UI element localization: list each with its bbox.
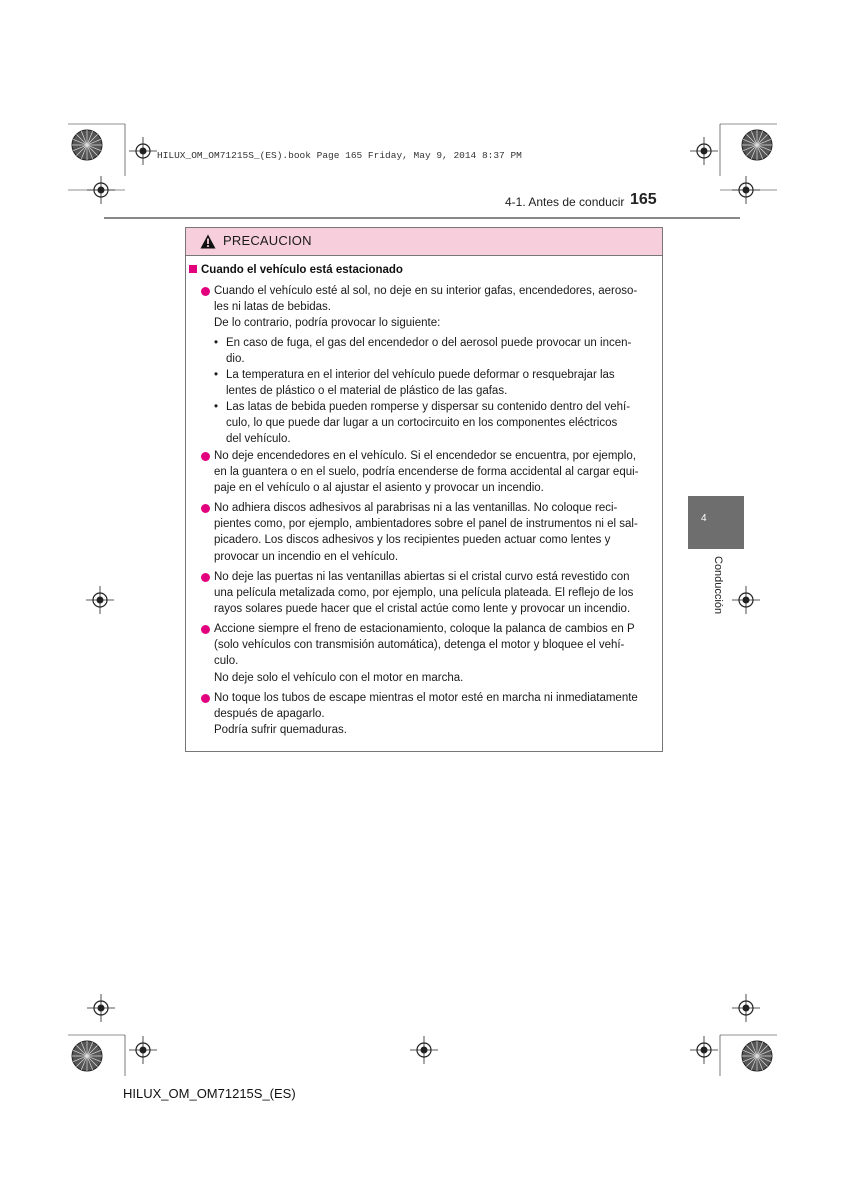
- line: dio.: [226, 353, 245, 366]
- chapter-number: 4: [701, 513, 707, 524]
- line: culo, lo que puede dar lugar a un cortocircuito en los componentes eléctricos: [226, 417, 618, 430]
- bullet-icon: [201, 694, 210, 703]
- warning-title: PRECAUCION: [223, 233, 312, 248]
- list-item: [214, 569, 657, 618]
- line: Accione siempre el freno de estacionamiento, coloque la palanca de cambios en P: [214, 623, 635, 635]
- line: del vehículo.: [226, 433, 291, 446]
- header-rule: [104, 217, 740, 219]
- line: No deje solo el vehículo con el motor en marcha.: [214, 671, 464, 684]
- line: En caso de fuga, el gas del encendedor o del aerosol puede provocar un incen-: [226, 337, 632, 349]
- list-item: [214, 283, 657, 332]
- warning-header: [186, 228, 662, 256]
- line: provocar un incendio en el vehículo.: [214, 550, 399, 563]
- line: Cuando el vehículo esté al sol, no deje en su interior gafas, encendedores, aeroso-: [214, 285, 638, 297]
- line: paje en el vehículo o al ajustar el asiento y provocar un incendio.: [214, 482, 544, 495]
- warning-subheading-text: Cuando el vehículo está estacionado: [201, 264, 403, 276]
- section-title: 4-1. Antes de conducir: [505, 195, 625, 209]
- footer-code: HILUX_OM_OM71215S_(ES): [123, 1086, 296, 1101]
- line: Podría sufrir quemaduras.: [214, 724, 347, 737]
- warning-triangle-icon: [200, 234, 216, 249]
- line: pientes como, por ejemplo, ambientadores sobre el panel de instrumentos ni el sal-: [214, 518, 638, 531]
- line: De lo contrario, podría provocar lo siguiente:: [214, 317, 441, 330]
- line: una película metalizada como, por ejemplo, una película plateada. El reflejo de los: [214, 587, 634, 600]
- line: rayos solares puede hacer que el cristal actúe como lente y provocar un incendio.: [214, 603, 631, 616]
- print-info: HILUX_OM_OM71215S_(ES).book Page 165 Friday, May 9, 2014 8:37 PM: [157, 150, 522, 161]
- line: No adhiera discos adhesivos al parabrisas ni a las ventanillas. No coloque reci-: [214, 502, 618, 514]
- bullet-icon: [201, 287, 210, 296]
- line: les ni latas de bebidas.: [214, 301, 331, 314]
- list-item: [214, 500, 657, 565]
- list-item: [214, 621, 657, 686]
- bullet-icon: [201, 573, 210, 582]
- line: en la guantera o en el suelo, podría encenderse de forma accidental al cargar equi-: [214, 466, 639, 479]
- line: No deje encendedores en el vehículo. Si el encendedor se encuentra, por ejemplo,: [214, 450, 636, 462]
- line: No toque los tubos de escape mientras el motor esté en marcha ni inmediatamente: [214, 692, 638, 704]
- line: La temperatura en el interior del vehículo puede deformar o resquebrajar las: [226, 369, 615, 381]
- line: después de apagarlo.: [214, 708, 325, 721]
- line: culo.: [214, 655, 239, 668]
- line: Las latas de bebida pueden romperse y dispersar su contenido dentro del vehí-: [226, 401, 631, 413]
- line: (solo vehículos con transmisión automática), detenga el motor y bloquee el vehí-: [214, 639, 625, 652]
- warning-subheading: [189, 264, 403, 276]
- line: No deje las puertas ni las ventanillas abiertas si el cristal curvo está revestido con: [214, 571, 630, 583]
- chapter-label: Conducción: [712, 556, 724, 615]
- square-bullet-icon: [189, 265, 197, 273]
- sub-bullet: • En caso de fuga, el gas del encendedor o del aerosol puede provocar un incen- dio.: [226, 335, 657, 367]
- sub-bullet: • La temperatura en el interior del vehículo puede deformar o resquebrajar las lentes de plástico o el material de plástico de las gafas.: [226, 367, 657, 399]
- list-item: [214, 690, 657, 739]
- page-number: 165: [630, 191, 657, 208]
- bullet-icon: [201, 625, 210, 634]
- chapter-tab: [688, 496, 744, 549]
- sub-bullet: • Las latas de bebida pueden romperse y dispersar su contenido dentro del vehí- culo, lo que puede dar lugar a un cortocircuito en los componentes eléctricos del vehículo.: [226, 399, 657, 448]
- line: lentes de plástico o el material de plástico de las gafas.: [226, 385, 508, 398]
- bullet-icon: [201, 504, 210, 513]
- list-item: [214, 448, 657, 497]
- line: picadero. Los discos adhesivos y los recipientes pueden actuar como lentes y: [214, 534, 611, 547]
- bullet-icon: [201, 452, 210, 461]
